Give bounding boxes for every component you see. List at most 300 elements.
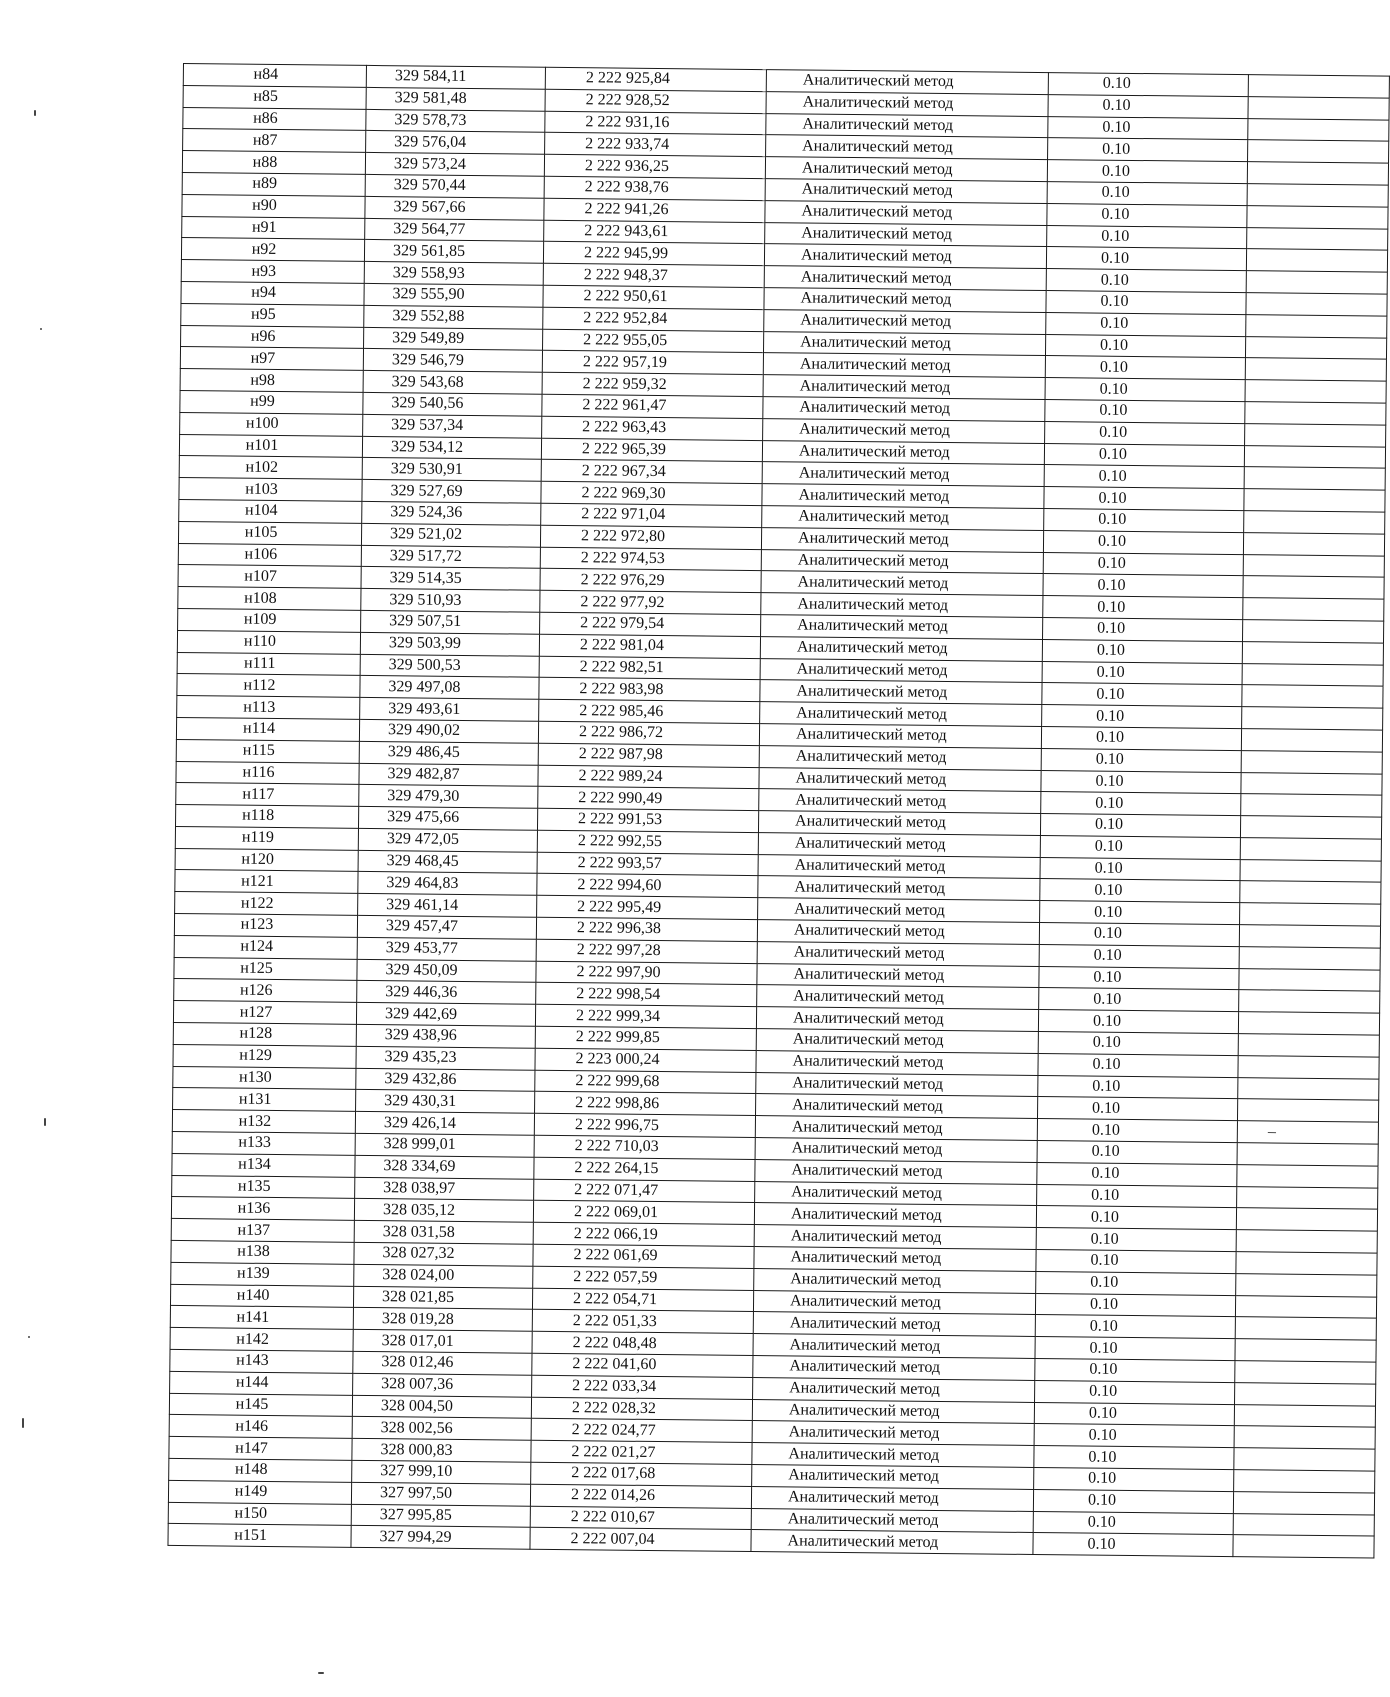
method-cell: Аналитический метод bbox=[757, 963, 1039, 988]
x-coordinate-cell: 329 546,79 bbox=[363, 349, 542, 373]
point-name-cell: н144 bbox=[170, 1371, 353, 1395]
note-cell bbox=[1237, 1143, 1378, 1166]
point-name-cell: н146 bbox=[169, 1415, 352, 1439]
point-name-cell: н119 bbox=[175, 826, 358, 850]
x-coordinate-cell: 329 517,72 bbox=[361, 545, 540, 569]
accuracy-cell: 0.10 bbox=[1035, 1293, 1235, 1317]
method-cell: Аналитический метод bbox=[766, 70, 1048, 95]
x-coordinate-cell: 329 426,14 bbox=[355, 1112, 534, 1136]
y-coordinate-cell: 2 222 938,76 bbox=[544, 176, 765, 200]
y-coordinate-cell: 2 222 985,46 bbox=[539, 699, 760, 723]
note-cell bbox=[1234, 1426, 1375, 1449]
point-name-cell: н151 bbox=[168, 1524, 351, 1548]
x-coordinate-cell: 328 017,01 bbox=[353, 1330, 532, 1354]
method-cell: Аналитический метод bbox=[765, 222, 1047, 247]
accuracy-cell: 0.10 bbox=[1038, 1075, 1238, 1099]
accuracy-cell: 0.10 bbox=[1041, 726, 1241, 750]
note-cell bbox=[1235, 1295, 1376, 1318]
note-cell bbox=[1246, 293, 1387, 316]
method-cell: Аналитический метод bbox=[753, 1356, 1035, 1381]
y-coordinate-cell: 2 222 974,53 bbox=[540, 547, 761, 571]
accuracy-cell: 0.10 bbox=[1036, 1250, 1236, 1274]
y-coordinate-cell: 2 222 982,51 bbox=[539, 656, 760, 680]
y-coordinate-cell: 2 222 979,54 bbox=[540, 612, 761, 636]
note-cell bbox=[1239, 968, 1380, 991]
note-cell bbox=[1246, 314, 1387, 337]
accuracy-cell: 0.10 bbox=[1042, 683, 1242, 707]
point-name-cell: н143 bbox=[170, 1349, 353, 1373]
method-cell: Аналитический метод bbox=[766, 135, 1048, 160]
y-coordinate-cell: 2 222 048,48 bbox=[532, 1331, 753, 1355]
note-cell bbox=[1233, 1535, 1374, 1558]
point-name-cell: н101 bbox=[179, 434, 362, 458]
note-cell bbox=[1246, 249, 1387, 272]
point-name-cell: н133 bbox=[172, 1131, 355, 1155]
note-cell bbox=[1241, 772, 1382, 795]
point-name-cell: н93 bbox=[181, 260, 364, 284]
note-cell bbox=[1234, 1448, 1375, 1471]
note-cell bbox=[1237, 1186, 1378, 1209]
point-name-cell: н120 bbox=[175, 848, 358, 872]
note-cell bbox=[1241, 794, 1382, 817]
point-name-cell: н137 bbox=[171, 1219, 354, 1243]
y-coordinate-cell: 2 222 971,04 bbox=[541, 503, 762, 527]
method-cell: Аналитический метод bbox=[764, 309, 1046, 334]
y-coordinate-cell: 2 222 041,60 bbox=[532, 1353, 753, 1377]
scan-speck bbox=[34, 110, 36, 116]
note-cell bbox=[1243, 598, 1384, 621]
method-cell: Аналитический метод bbox=[763, 418, 1045, 443]
x-coordinate-cell: 329 461,14 bbox=[358, 894, 537, 918]
point-name-cell: н92 bbox=[181, 238, 364, 262]
note-cell bbox=[1235, 1361, 1376, 1384]
y-coordinate-cell: 2 222 051,33 bbox=[532, 1310, 753, 1334]
y-coordinate-cell: 2 222 994,60 bbox=[537, 874, 758, 898]
note-cell bbox=[1241, 750, 1382, 773]
point-name-cell: н123 bbox=[174, 914, 357, 938]
y-coordinate-cell: 2 222 996,38 bbox=[536, 917, 757, 941]
x-coordinate-cell: 329 475,66 bbox=[358, 806, 537, 830]
y-coordinate-cell: 2 222 945,99 bbox=[543, 242, 764, 266]
accuracy-cell: 0.10 bbox=[1046, 291, 1246, 315]
x-coordinate-cell: 329 555,90 bbox=[364, 283, 543, 307]
accuracy-cell: 0.10 bbox=[1047, 225, 1247, 249]
y-coordinate-cell: 2 222 066,19 bbox=[533, 1222, 754, 1246]
x-coordinate-cell: 329 558,93 bbox=[364, 262, 543, 286]
x-coordinate-cell: 329 464,83 bbox=[358, 872, 537, 896]
y-coordinate-cell: 2 222 069,01 bbox=[533, 1201, 754, 1225]
point-name-cell: н141 bbox=[170, 1306, 353, 1330]
point-name-cell: н109 bbox=[178, 608, 361, 632]
y-coordinate-cell: 2 222 955,05 bbox=[543, 329, 764, 353]
accuracy-cell: 0.10 bbox=[1039, 944, 1239, 968]
method-cell: Аналитический метод bbox=[752, 1443, 1034, 1468]
x-coordinate-cell: 329 468,45 bbox=[358, 850, 537, 874]
method-cell: Аналитический метод bbox=[766, 91, 1048, 116]
note-cell bbox=[1248, 75, 1389, 98]
method-cell: Аналитический метод bbox=[755, 1138, 1037, 1163]
accuracy-cell: 0.10 bbox=[1042, 639, 1242, 663]
note-cell bbox=[1240, 903, 1381, 926]
accuracy-cell: 0.10 bbox=[1045, 356, 1245, 380]
accuracy-cell: 0.10 bbox=[1045, 399, 1245, 423]
note-cell bbox=[1234, 1404, 1375, 1427]
scan-speck bbox=[28, 1336, 30, 1338]
note-cell bbox=[1248, 118, 1389, 141]
point-name-cell: н100 bbox=[180, 412, 363, 436]
note-cell bbox=[1238, 1077, 1379, 1100]
coordinates-sheet bbox=[167, 63, 1276, 1556]
accuracy-cell: 0.10 bbox=[1046, 312, 1246, 336]
method-cell: Аналитический метод bbox=[763, 331, 1045, 356]
method-cell: Аналитический метод bbox=[761, 527, 1043, 552]
x-coordinate-cell: 328 031,58 bbox=[354, 1221, 533, 1245]
y-coordinate-cell: 2 222 991,53 bbox=[537, 808, 758, 832]
method-cell: Аналитический метод bbox=[760, 702, 1042, 727]
y-coordinate-cell: 2 222 710,03 bbox=[534, 1135, 755, 1159]
point-name-cell: н131 bbox=[173, 1088, 356, 1112]
accuracy-cell: 0.10 bbox=[1043, 552, 1243, 576]
note-cell bbox=[1244, 489, 1385, 512]
point-name-cell: н87 bbox=[183, 129, 366, 153]
method-cell: Аналитический метод bbox=[756, 1029, 1038, 1054]
x-coordinate-cell: 329 552,88 bbox=[364, 305, 543, 329]
method-cell: Аналитический метод bbox=[758, 832, 1040, 857]
method-cell: Аналитический метод bbox=[760, 658, 1042, 683]
x-coordinate-cell: 329 524,36 bbox=[362, 501, 541, 525]
x-coordinate-cell: 329 561,85 bbox=[364, 240, 543, 264]
x-coordinate-cell: 328 024,00 bbox=[354, 1264, 533, 1288]
method-cell: Аналитический метод bbox=[764, 244, 1046, 269]
point-name-cell: н89 bbox=[182, 172, 365, 196]
point-name-cell: н127 bbox=[173, 1001, 356, 1025]
accuracy-cell: 0.10 bbox=[1034, 1467, 1234, 1491]
y-coordinate-cell: 2 222 996,75 bbox=[534, 1113, 755, 1137]
y-coordinate-cell: 2 222 987,98 bbox=[538, 743, 759, 767]
accuracy-cell: 0.10 bbox=[1039, 923, 1239, 947]
x-coordinate-cell: 328 334,69 bbox=[355, 1155, 534, 1179]
point-name-cell: н138 bbox=[171, 1240, 354, 1264]
y-coordinate-cell: 2 222 014,26 bbox=[530, 1484, 751, 1508]
accuracy-cell: 0.10 bbox=[1041, 770, 1241, 794]
point-name-cell: н147 bbox=[169, 1437, 352, 1461]
note-cell bbox=[1236, 1252, 1377, 1275]
accuracy-cell: 0.10 bbox=[1036, 1228, 1236, 1252]
x-coordinate-cell: 329 438,96 bbox=[356, 1024, 535, 1048]
method-cell: Аналитический метод bbox=[766, 113, 1048, 138]
point-name-cell: н96 bbox=[181, 325, 364, 349]
x-coordinate-cell: 327 997,50 bbox=[351, 1482, 530, 1506]
point-name-cell: н106 bbox=[178, 543, 361, 567]
accuracy-cell: 0.10 bbox=[1045, 334, 1245, 358]
note-cell bbox=[1235, 1339, 1376, 1362]
accuracy-cell: 0.10 bbox=[1043, 596, 1243, 620]
note-cell bbox=[1248, 140, 1389, 163]
method-cell: Аналитический метод bbox=[765, 157, 1047, 182]
x-coordinate-cell: 329 497,08 bbox=[360, 676, 539, 700]
accuracy-cell: 0.10 bbox=[1033, 1533, 1233, 1557]
point-name-cell: н91 bbox=[182, 216, 365, 240]
method-cell: Аналитический метод bbox=[755, 1181, 1037, 1206]
y-coordinate-cell: 2 222 999,34 bbox=[535, 1005, 756, 1029]
point-name-cell: н104 bbox=[179, 499, 362, 523]
note-cell bbox=[1239, 925, 1380, 948]
y-coordinate-cell: 2 222 997,28 bbox=[536, 939, 757, 963]
y-coordinate-cell: 2 222 054,71 bbox=[532, 1288, 753, 1312]
y-coordinate-cell: 2 222 933,74 bbox=[545, 133, 766, 157]
note-cell bbox=[1235, 1382, 1376, 1405]
y-coordinate-cell: 2 222 936,25 bbox=[544, 154, 765, 178]
note-cell bbox=[1245, 380, 1386, 403]
point-name-cell: н95 bbox=[181, 303, 364, 327]
point-name-cell: н148 bbox=[169, 1458, 352, 1482]
point-name-cell: н111 bbox=[177, 652, 360, 676]
note-cell bbox=[1238, 1034, 1379, 1057]
note-cell bbox=[1233, 1513, 1374, 1536]
y-coordinate-cell: 2 222 989,24 bbox=[538, 765, 759, 789]
x-coordinate-cell: 329 500,53 bbox=[360, 654, 539, 678]
method-cell: Аналитический метод bbox=[757, 941, 1039, 966]
accuracy-cell: 0.10 bbox=[1044, 508, 1244, 532]
x-coordinate-cell: 329 493,61 bbox=[360, 697, 539, 721]
x-coordinate-cell: 328 021,85 bbox=[353, 1286, 532, 1310]
x-coordinate-cell: 329 530,91 bbox=[362, 458, 541, 482]
y-coordinate-cell: 2 222 995,49 bbox=[537, 896, 758, 920]
accuracy-cell: 0.10 bbox=[1039, 966, 1239, 990]
y-coordinate-cell: 2 222 990,49 bbox=[538, 787, 759, 811]
method-cell: Аналитический метод bbox=[757, 985, 1039, 1010]
note-cell: – bbox=[1237, 1121, 1378, 1144]
accuracy-cell: 0.10 bbox=[1041, 792, 1241, 816]
y-coordinate-cell: 2 222 033,34 bbox=[532, 1375, 753, 1399]
y-coordinate-cell: 2 222 928,52 bbox=[545, 89, 766, 113]
note-cell bbox=[1243, 576, 1384, 599]
accuracy-cell: 0.10 bbox=[1034, 1424, 1234, 1448]
point-name-cell: н86 bbox=[183, 107, 366, 131]
point-name-cell: н128 bbox=[173, 1023, 356, 1047]
accuracy-cell: 0.10 bbox=[1038, 1010, 1238, 1034]
point-name-cell: н117 bbox=[176, 783, 359, 807]
method-cell: Аналитический метод bbox=[751, 1508, 1033, 1533]
accuracy-cell: 0.10 bbox=[1035, 1315, 1235, 1339]
accuracy-cell: 0.10 bbox=[1037, 1119, 1237, 1143]
x-coordinate-cell: 329 479,30 bbox=[359, 785, 538, 809]
note-cell bbox=[1235, 1317, 1376, 1340]
accuracy-cell: 0.10 bbox=[1042, 661, 1242, 685]
accuracy-cell: 0.10 bbox=[1041, 748, 1241, 772]
y-coordinate-cell: 2 222 992,55 bbox=[537, 830, 758, 854]
accuracy-cell: 0.10 bbox=[1040, 901, 1240, 925]
accuracy-cell: 0.10 bbox=[1034, 1402, 1234, 1426]
x-coordinate-cell: 329 521,02 bbox=[361, 523, 540, 547]
scan-speck bbox=[318, 1672, 324, 1674]
scan-speck bbox=[40, 328, 42, 330]
x-coordinate-cell: 329 549,89 bbox=[364, 327, 543, 351]
note-cell bbox=[1242, 663, 1383, 686]
note-cell bbox=[1240, 859, 1381, 882]
accuracy-cell: 0.10 bbox=[1047, 182, 1247, 206]
y-coordinate-cell: 2 222 943,61 bbox=[544, 220, 765, 244]
x-coordinate-cell: 328 999,01 bbox=[355, 1133, 534, 1157]
accuracy-cell: 0.10 bbox=[1036, 1206, 1236, 1230]
note-cell bbox=[1243, 620, 1384, 643]
x-coordinate-cell: 329 543,68 bbox=[363, 371, 542, 395]
method-cell: Аналитический метод bbox=[764, 288, 1046, 313]
note-cell bbox=[1240, 838, 1381, 861]
point-name-cell: н108 bbox=[178, 587, 361, 611]
accuracy-cell: 0.10 bbox=[1037, 1162, 1237, 1186]
accuracy-cell: 0.10 bbox=[1035, 1359, 1235, 1383]
point-name-cell: н121 bbox=[175, 870, 358, 894]
coordinates-table bbox=[167, 63, 1389, 1559]
point-name-cell: н107 bbox=[178, 565, 361, 589]
note-cell bbox=[1242, 685, 1383, 708]
y-coordinate-cell: 2 222 948,37 bbox=[543, 263, 764, 287]
note-cell bbox=[1236, 1230, 1377, 1253]
method-cell: Аналитический метод bbox=[754, 1225, 1036, 1250]
x-coordinate-cell: 329 527,69 bbox=[362, 480, 541, 504]
point-name-cell: н140 bbox=[170, 1284, 353, 1308]
accuracy-cell: 0.10 bbox=[1033, 1489, 1233, 1513]
note-cell bbox=[1242, 707, 1383, 730]
accuracy-cell: 0.10 bbox=[1040, 879, 1240, 903]
x-coordinate-cell: 328 035,12 bbox=[354, 1199, 533, 1223]
method-cell: Аналитический метод bbox=[754, 1247, 1036, 1272]
point-name-cell: н84 bbox=[183, 64, 366, 88]
point-name-cell: н135 bbox=[172, 1175, 355, 1199]
accuracy-cell: 0.10 bbox=[1047, 160, 1247, 184]
point-name-cell: н126 bbox=[174, 979, 357, 1003]
note-cell bbox=[1244, 445, 1385, 468]
accuracy-cell: 0.10 bbox=[1047, 203, 1247, 227]
method-cell: Аналитический метод bbox=[762, 506, 1044, 531]
x-coordinate-cell: 329 567,66 bbox=[365, 196, 544, 220]
y-coordinate-cell: 2 222 941,26 bbox=[544, 198, 765, 222]
y-coordinate-cell: 2 222 061,69 bbox=[533, 1244, 754, 1268]
point-name-cell: н105 bbox=[178, 521, 361, 545]
method-cell: Аналитический метод bbox=[753, 1334, 1035, 1359]
point-name-cell: н112 bbox=[177, 674, 360, 698]
accuracy-cell: 0.10 bbox=[1046, 269, 1246, 293]
y-coordinate-cell: 2 222 057,59 bbox=[533, 1266, 754, 1290]
note-cell bbox=[1245, 423, 1386, 446]
y-coordinate-cell: 2 222 967,34 bbox=[541, 460, 762, 484]
point-name-cell: н150 bbox=[168, 1502, 351, 1526]
note-cell bbox=[1244, 467, 1385, 490]
point-name-cell: н124 bbox=[174, 935, 357, 959]
accuracy-cell: 0.10 bbox=[1044, 443, 1244, 467]
method-cell: Аналитический метод bbox=[759, 723, 1041, 748]
y-coordinate-cell: 2 222 998,54 bbox=[536, 983, 757, 1007]
accuracy-cell: 0.10 bbox=[1044, 465, 1244, 489]
point-name-cell: н110 bbox=[177, 630, 360, 654]
y-coordinate-cell: 2 222 972,80 bbox=[540, 525, 761, 549]
method-cell: Аналитический метод bbox=[757, 920, 1039, 945]
x-coordinate-cell: 329 503,99 bbox=[360, 632, 539, 656]
method-cell: Аналитический метод bbox=[763, 353, 1045, 378]
y-coordinate-cell: 2 222 931,16 bbox=[545, 111, 766, 135]
note-cell bbox=[1247, 162, 1388, 185]
accuracy-cell: 0.10 bbox=[1048, 138, 1248, 162]
x-coordinate-cell: 328 038,97 bbox=[355, 1177, 534, 1201]
x-coordinate-cell: 329 573,24 bbox=[365, 153, 544, 177]
x-coordinate-cell: 329 446,36 bbox=[357, 981, 536, 1005]
note-cell bbox=[1236, 1273, 1377, 1296]
x-coordinate-cell: 328 019,28 bbox=[353, 1308, 532, 1332]
x-coordinate-cell: 329 435,23 bbox=[356, 1046, 535, 1070]
point-name-cell: н99 bbox=[180, 390, 363, 414]
y-coordinate-cell: 2 222 950,61 bbox=[543, 285, 764, 309]
accuracy-cell: 0.10 bbox=[1048, 73, 1248, 97]
x-coordinate-cell: 329 540,56 bbox=[363, 392, 542, 416]
note-cell bbox=[1233, 1491, 1374, 1514]
point-name-cell: н134 bbox=[172, 1153, 355, 1177]
scan-speck bbox=[22, 1418, 24, 1428]
point-name-cell: н129 bbox=[173, 1044, 356, 1068]
y-coordinate-cell: 2 222 976,29 bbox=[540, 569, 761, 593]
note-cell bbox=[1237, 1164, 1378, 1187]
method-cell: Аналитический метод bbox=[760, 680, 1042, 705]
x-coordinate-cell: 329 457,47 bbox=[357, 915, 536, 939]
note-cell bbox=[1247, 184, 1388, 207]
method-cell: Аналитический метод bbox=[752, 1465, 1034, 1490]
point-name-cell: н114 bbox=[176, 717, 359, 741]
x-coordinate-cell: 329 584,11 bbox=[366, 65, 545, 89]
method-cell: Аналитический метод bbox=[761, 593, 1043, 618]
accuracy-cell: 0.10 bbox=[1037, 1141, 1237, 1165]
note-cell bbox=[1245, 336, 1386, 359]
method-cell: Аналитический метод bbox=[758, 898, 1040, 923]
accuracy-cell: 0.10 bbox=[1048, 116, 1248, 140]
note-cell bbox=[1240, 881, 1381, 904]
point-name-cell: н130 bbox=[173, 1066, 356, 1090]
method-cell: Аналитический метод bbox=[763, 397, 1045, 422]
method-cell: Аналитический метод bbox=[762, 440, 1044, 465]
y-coordinate-cell: 2 223 000,24 bbox=[535, 1048, 756, 1072]
accuracy-cell: 0.10 bbox=[1043, 574, 1243, 598]
method-cell: Аналитический метод bbox=[756, 1050, 1038, 1075]
accuracy-cell: 0.10 bbox=[1042, 705, 1242, 729]
x-coordinate-cell: 329 570,44 bbox=[365, 174, 544, 198]
note-cell bbox=[1246, 271, 1387, 294]
point-name-cell: н97 bbox=[180, 347, 363, 371]
point-name-cell: н115 bbox=[176, 739, 359, 763]
method-cell: Аналитический метод bbox=[753, 1290, 1035, 1315]
y-coordinate-cell: 2 222 999,68 bbox=[535, 1070, 756, 1094]
method-cell: Аналитический метод bbox=[752, 1421, 1034, 1446]
accuracy-cell: 0.10 bbox=[1035, 1380, 1235, 1404]
note-cell bbox=[1248, 96, 1389, 119]
x-coordinate-cell: 329 581,48 bbox=[366, 87, 545, 111]
method-cell: Аналитический метод bbox=[762, 462, 1044, 487]
point-name-cell: н102 bbox=[179, 456, 362, 480]
note-cell bbox=[1243, 554, 1384, 577]
x-coordinate-cell: 329 510,93 bbox=[361, 589, 540, 613]
y-coordinate-cell: 2 222 981,04 bbox=[539, 634, 760, 658]
method-cell: Аналитический метод bbox=[760, 636, 1042, 661]
method-cell: Аналитический метод bbox=[753, 1377, 1035, 1402]
accuracy-cell: 0.10 bbox=[1038, 1053, 1238, 1077]
note-cell bbox=[1241, 729, 1382, 752]
method-cell: Аналитический метод bbox=[751, 1486, 1033, 1511]
accuracy-cell: 0.10 bbox=[1040, 835, 1240, 859]
y-coordinate-cell: 2 222 977,92 bbox=[540, 590, 761, 614]
x-coordinate-cell: 329 442,69 bbox=[356, 1003, 535, 1027]
accuracy-cell: 0.10 bbox=[1034, 1446, 1234, 1470]
note-cell bbox=[1245, 358, 1386, 381]
method-cell: Аналитический метод bbox=[756, 1094, 1038, 1119]
method-cell: Аналитический метод bbox=[758, 811, 1040, 836]
